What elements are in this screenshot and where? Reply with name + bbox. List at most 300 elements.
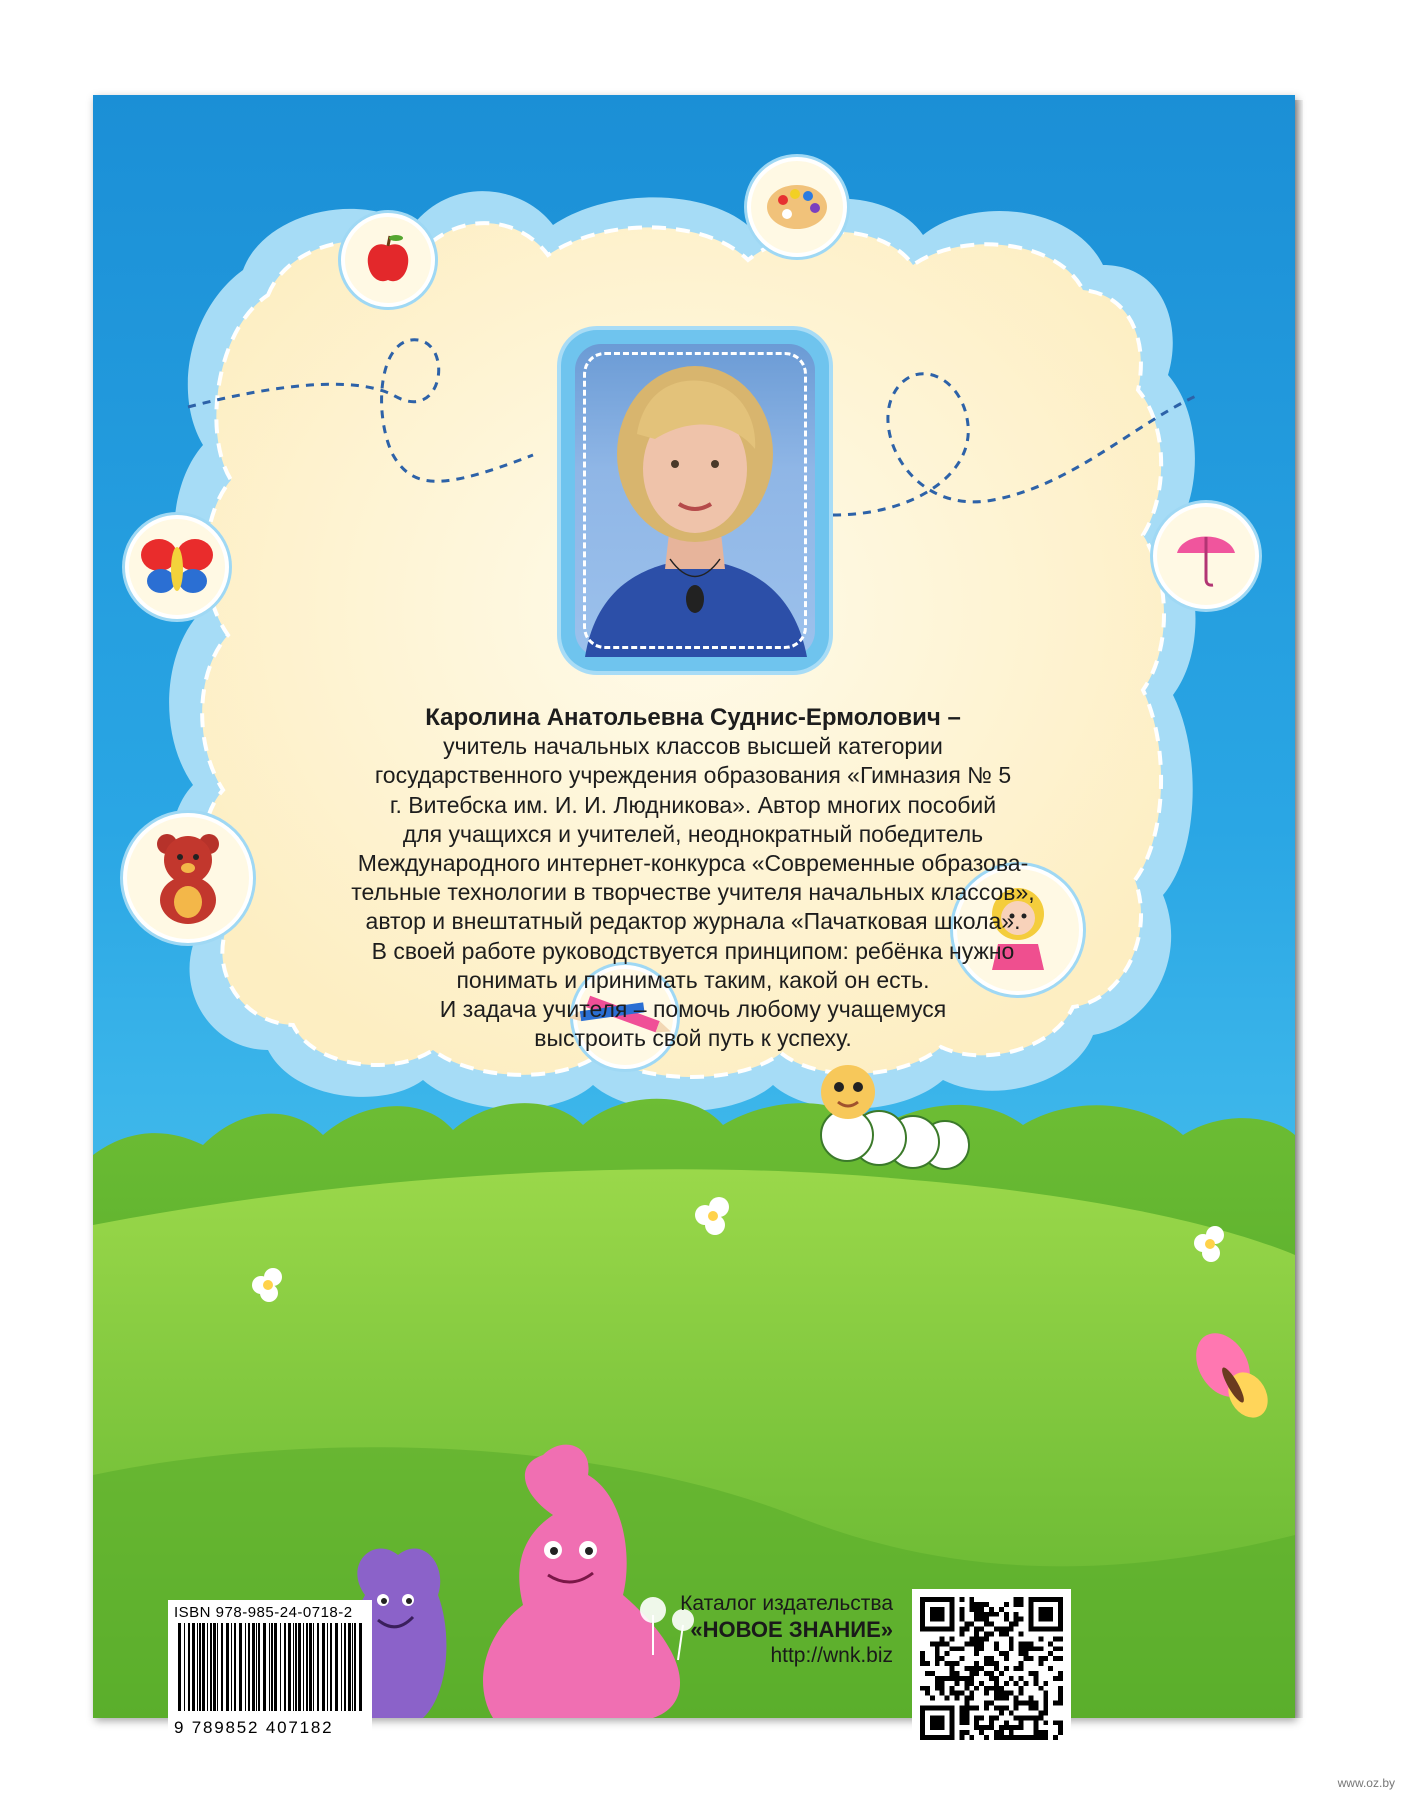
qr-module [974,1646,979,1651]
qr-module [1009,1646,1014,1651]
qr-module [935,1641,940,1646]
qr-module [994,1735,999,1740]
barcode-bar [306,1623,308,1711]
author-bio [253,703,1133,1053]
qr-module [1014,1715,1019,1720]
qr-module [930,1607,945,1622]
qr-module [959,1646,964,1651]
bio-line: г. Витебска им. И. И. Людникова». Автор многих пособий [389,791,997,818]
author-name: Каролина Анатольевна Суднис-Ермолович – [425,704,961,731]
qr-module [1033,1681,1038,1686]
qr-module [999,1671,1004,1676]
qr-module [969,1705,974,1710]
barcode-bar [245,1623,246,1711]
qr-module [1038,1656,1043,1661]
qr-module [1014,1597,1019,1602]
qr-module [930,1641,935,1646]
qr-module [1004,1725,1009,1730]
qr-module [974,1641,979,1646]
qr-module [1004,1627,1009,1632]
barcode-bar [322,1623,325,1711]
qr-module [1019,1661,1024,1666]
qr-module [959,1607,964,1612]
qr-module [940,1691,945,1696]
qr-module [1043,1701,1048,1706]
qr-module [1024,1656,1029,1661]
barcode-bar [309,1623,312,1711]
qr-module [935,1686,940,1691]
qr-module [1019,1676,1024,1681]
qr-module [1014,1725,1019,1730]
qr-module [1014,1666,1019,1671]
qr-module [989,1686,994,1691]
qr-module [925,1691,930,1696]
qr-module [1004,1617,1009,1622]
qr-module [920,1661,925,1666]
qr-module [984,1725,989,1730]
qr-module [955,1661,960,1666]
qr-module [974,1715,979,1720]
barcode-bar [295,1623,297,1711]
barcode-bar [178,1623,181,1711]
qr-module [950,1686,955,1691]
qr-module [969,1602,974,1607]
qr-module [964,1641,969,1646]
barcode-bar [271,1623,273,1711]
publisher-catalog [653,1591,893,1669]
qr-module [994,1627,999,1632]
qr-module [1043,1710,1048,1715]
qr-module [1043,1696,1048,1701]
qr-module [1033,1646,1038,1651]
bio-line: автор и внештатный редактор журнала «Пачатковая школа». [365,908,1021,935]
barcode-bar [284,1623,286,1711]
qr-module [1009,1725,1014,1730]
qr-module [969,1641,974,1646]
barcode-bar [217,1623,218,1711]
isbn-barcode-box [168,1600,372,1745]
qr-module [974,1636,979,1641]
qr-module [1058,1691,1063,1696]
qr-module [1009,1710,1014,1715]
qr-module [1043,1730,1048,1735]
qr-module [1019,1632,1024,1637]
qr-module [964,1710,969,1715]
qr-module [999,1710,1004,1715]
barcode-bar [210,1623,212,1711]
qr-module [1019,1720,1024,1725]
publisher-name: «НОВОЕ ЗНАНИЕ» [690,1617,893,1642]
qr-module [940,1636,945,1641]
qr-module [1024,1641,1029,1646]
qr-module [1028,1705,1033,1710]
barcode-bar [221,1623,223,1711]
qr-module [1004,1720,1009,1725]
qr-module [1038,1636,1043,1641]
qr-module [1009,1622,1014,1627]
qr-module [999,1607,1004,1612]
qr-module [930,1696,935,1701]
qr-module [1033,1720,1038,1725]
qr-module [1009,1735,1014,1740]
qr-module [955,1681,960,1686]
barcode-bars [174,1621,366,1713]
qr-module [950,1646,955,1651]
qr-module [1038,1661,1043,1666]
qr-module [1048,1666,1053,1671]
qr-module [1033,1735,1038,1740]
qr-module [1028,1696,1033,1701]
qr-module [989,1701,994,1706]
qr-module [959,1735,964,1740]
qr-module [1014,1696,1019,1701]
qr-module [959,1617,964,1622]
qr-module [1009,1691,1014,1696]
qr-module [1009,1676,1014,1681]
qr-module [955,1676,960,1681]
qr-module [984,1686,989,1691]
qr-module [1038,1730,1043,1735]
qr-module [984,1661,989,1666]
qr-module [1058,1686,1063,1691]
qr-module [959,1715,964,1720]
qr-module [1019,1725,1024,1730]
bio-line: понимать и принимать таким, какой он есть. [456,966,930,993]
qr-module [989,1607,994,1612]
qr-module [959,1710,964,1715]
qr-module [989,1612,994,1617]
qr-module [935,1681,940,1686]
qr-module [940,1681,945,1686]
catalog-url: http://wnk.biz [770,1644,893,1667]
qr-module [994,1691,999,1696]
qr-module [1038,1686,1043,1691]
qr-module [979,1646,984,1651]
qr-module [925,1661,930,1666]
qr-module [999,1725,1004,1730]
qr-module [1043,1681,1048,1686]
qr-module [935,1651,940,1656]
qr-module [1019,1691,1024,1696]
qr-module [950,1691,955,1696]
qr-module [989,1632,994,1637]
qr-module [994,1715,999,1720]
qr-module [1004,1666,1009,1671]
qr-module [964,1622,969,1627]
qr-module [979,1627,984,1632]
barcode-bar [184,1623,185,1711]
bio-line: государственного учреждения образования «Гимназия № 5 [374,762,1012,789]
qr-module [1014,1681,1019,1686]
qr-module [1058,1636,1063,1641]
qr-module [979,1636,984,1641]
barcode-bar [213,1623,216,1711]
qr-module [950,1671,955,1676]
qr-module [1019,1597,1024,1602]
qr-module [984,1705,989,1710]
bio-line: И задача учителя – помочь любому учащемуся [439,996,947,1023]
qr-module [999,1730,1004,1735]
barcode-bar [188,1623,190,1711]
qr-module [1019,1701,1024,1706]
qr-module [959,1705,964,1710]
catalog-line: Каталог издательства [680,1592,893,1615]
qr-module [1053,1646,1058,1651]
qr-module [1053,1701,1058,1706]
qr-module [1028,1735,1033,1740]
author-photo-frame [561,330,829,671]
barcode-bar [293,1623,294,1711]
barcode-bar [202,1623,205,1711]
barcode-bar [231,1623,232,1711]
qr-module [1058,1725,1063,1730]
qr-module [925,1671,930,1676]
qr-module [964,1715,969,1720]
qr-module [950,1636,955,1641]
qr-module [1028,1701,1033,1706]
barcode-bar [274,1623,277,1711]
qr-module [1038,1710,1043,1715]
qr-module [974,1686,979,1691]
qr-module [1014,1602,1019,1607]
bio-line: В своей работе руководствуется принципом: ребёнка нужно [371,937,1015,964]
palette-icon [747,157,847,257]
qr-module [974,1607,979,1612]
qr-module [1033,1701,1038,1706]
barcode-bar [359,1623,362,1711]
barcode-bar [192,1623,195,1711]
qr-module [969,1676,974,1681]
barcode-bar [354,1623,356,1711]
qr-module [979,1617,984,1622]
barcode-bar [341,1623,342,1711]
qr-module [994,1730,999,1735]
qr-module [1004,1651,1009,1656]
qr-module [920,1651,925,1656]
qr-module [935,1656,940,1661]
barcode-bar [252,1623,255,1711]
barcode-bar [226,1623,229,1711]
qr-module [999,1651,1004,1656]
qr-module [1028,1671,1033,1676]
qr-module [959,1691,964,1696]
qr-module [1019,1641,1024,1646]
qr-module [989,1661,994,1666]
barcode-bar [256,1623,257,1711]
qr-module [1058,1676,1063,1681]
barcode-bar [263,1623,266,1711]
qr-module [1058,1671,1063,1676]
qr-module [1004,1705,1009,1710]
teddy-bear-icon [123,813,253,943]
qr-module [994,1676,999,1681]
barcode-bar [344,1623,346,1711]
qr-module [1038,1715,1043,1720]
isbn-label: ISBN 978-985-24-0718-2 [174,1604,353,1621]
barcode-bar [234,1623,236,1711]
qr-module [1058,1730,1063,1735]
qr-module [969,1636,974,1641]
qr-module [994,1646,999,1651]
qr-module [984,1602,989,1607]
qr-module [935,1676,940,1681]
barcode-bar [313,1623,314,1711]
qr-module [984,1617,989,1622]
qr-module [984,1622,989,1627]
qr-module [979,1602,984,1607]
umbrella-icon [1153,503,1259,609]
qr-module [999,1686,1004,1691]
apple-icon [341,213,435,307]
back-cover [93,95,1295,1737]
qr-module [964,1676,969,1681]
barcode-bar [303,1623,304,1711]
qr-module [1028,1646,1033,1651]
qr-module [945,1661,950,1666]
qr-module [1058,1656,1063,1661]
qr-module [940,1656,945,1661]
bio-line: выстроить свой путь к успеху. [534,1025,852,1052]
qr-module [994,1681,999,1686]
qr-module [955,1696,960,1701]
qr-module [1053,1735,1058,1740]
barcode-bar [298,1623,301,1711]
cover-edge-shadow [1295,100,1303,1718]
qr-module [1048,1641,1053,1646]
qr-module [1028,1715,1033,1720]
barcode-bar [352,1623,353,1711]
qr-module [969,1607,974,1612]
barcode-bar [288,1623,291,1711]
qr-module [999,1691,1004,1696]
qr-module [1009,1627,1014,1632]
qr-module [959,1676,964,1681]
qr-module [1058,1701,1063,1706]
qr-module [979,1715,984,1720]
qr-module [994,1612,999,1617]
qr-module [1024,1735,1029,1740]
qr-module [1019,1686,1024,1691]
barcode-bar [330,1623,332,1711]
qr-module [1019,1666,1024,1671]
qr-module [964,1705,969,1710]
qr-module [1058,1720,1063,1725]
qr-module [1024,1646,1029,1651]
qr-module [989,1656,994,1661]
qr-module [1033,1730,1038,1735]
qr-module [940,1676,945,1681]
qr-module [969,1691,974,1696]
barcode-bar [335,1623,338,1711]
qr-module [1019,1651,1024,1656]
qr-module [1004,1735,1009,1740]
qr-module [1033,1715,1038,1720]
barcode-bar [248,1623,250,1711]
qr-module [1053,1636,1058,1641]
qr-module [1019,1735,1024,1740]
qr-module [979,1725,984,1730]
qr-module [959,1612,964,1617]
qr-module [1014,1735,1019,1740]
qr-module [1009,1641,1014,1646]
qr-module [1009,1636,1014,1641]
qr-module [1004,1632,1009,1637]
qr-module [964,1720,969,1725]
qr-module [1033,1725,1038,1730]
qr-module [974,1720,979,1725]
qr-module [994,1661,999,1666]
qr-module [984,1701,989,1706]
bio-line: тельные технологии в творчестве учителя начальных классов», [351,879,1035,906]
qr-module [940,1686,945,1691]
qr-module [974,1651,979,1656]
barcode-bar [327,1623,328,1711]
qr-module [994,1686,999,1691]
qr-module [950,1661,955,1666]
qr-module [1058,1696,1063,1701]
qr-module [1033,1671,1038,1676]
qr-module [945,1651,950,1656]
qr-module [989,1715,994,1720]
qr-module [984,1636,989,1641]
qr-module [955,1691,960,1696]
bio-line: Международного интернет-конкурса «Современные образова- [357,850,1029,877]
qr-module [984,1691,989,1696]
qr-module [1014,1701,1019,1706]
qr-module [950,1676,955,1681]
barcode-bar [348,1623,351,1711]
qr-module [1043,1705,1048,1710]
qr-module [1053,1656,1058,1661]
qr-code [912,1589,1071,1748]
qr-module [1014,1622,1019,1627]
qr-module [994,1641,999,1646]
qr-module [969,1622,974,1627]
qr-module [1038,1607,1053,1622]
qr-module [1028,1641,1033,1646]
qr-module [1038,1735,1043,1740]
qr-module [984,1735,989,1740]
qr-module [959,1597,964,1602]
barcode-bar [239,1623,242,1711]
qr-module [935,1646,940,1651]
qr-module [955,1646,960,1651]
qr-module [935,1661,940,1666]
qr-module [979,1681,984,1686]
qr-module [959,1730,964,1735]
qr-module [1043,1735,1048,1740]
qr-module [974,1627,979,1632]
qr-module [964,1686,969,1691]
qr-module [999,1705,1004,1710]
qr-module [989,1622,994,1627]
qr-module [945,1641,950,1646]
qr-module [994,1696,999,1701]
barcode-bar [197,1623,198,1711]
qr-module [964,1627,969,1632]
qr-module [964,1701,969,1706]
qr-module [969,1735,974,1740]
qr-module [989,1671,994,1676]
qr-module [1043,1720,1048,1725]
qr-module [999,1627,1004,1632]
qr-module [945,1696,950,1701]
qr-module [940,1641,945,1646]
qr-module [989,1725,994,1730]
qr-module [974,1725,979,1730]
barcode-bar [317,1623,319,1711]
qr-module [969,1696,974,1701]
